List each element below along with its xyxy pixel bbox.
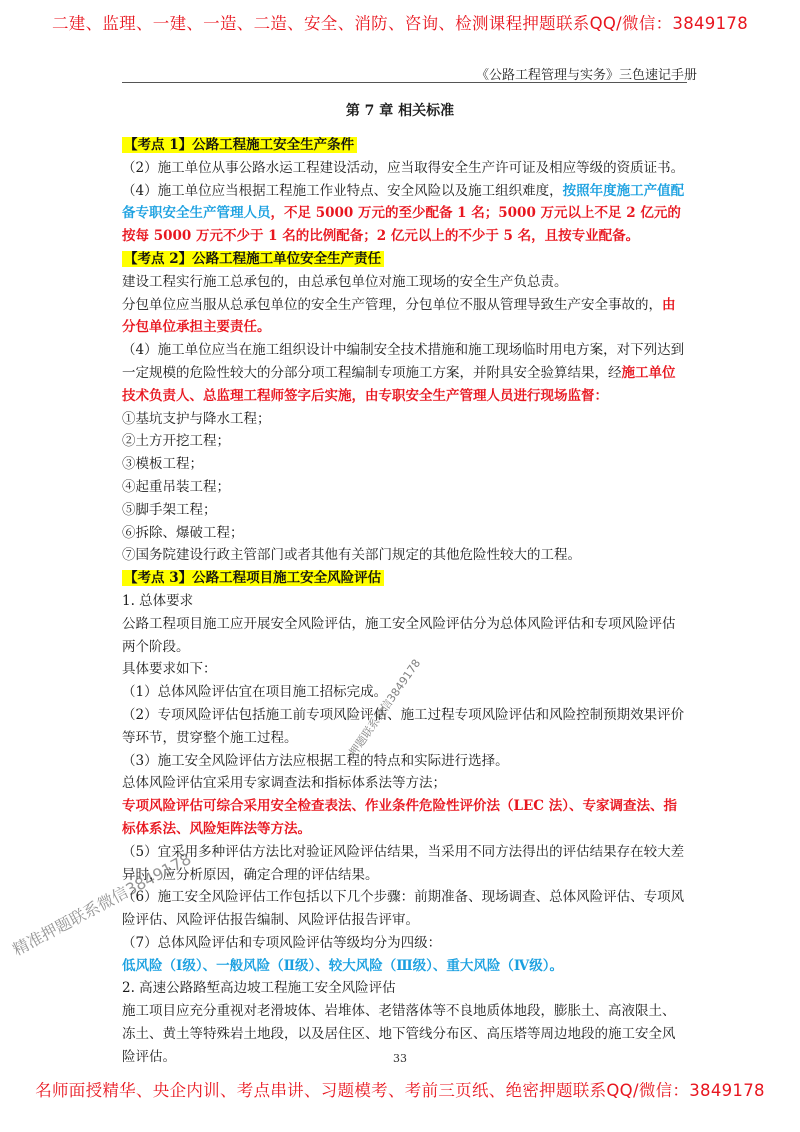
paragraph: 专项风险评估可综合采用安全检查表法、作业条件危险性评价法（LEC 法）、专家调查法、指标体系法、风险矩阵法等方法。 [122, 798, 677, 837]
paragraph: 公路工程项目施工应开展安全风险评估，施工安全风险评估分为总体风险评估和专项风险评估两个阶段。 [122, 615, 676, 655]
list-item: ④起重吊装工程； [122, 478, 230, 495]
paragraph: （3）施工安全风险评估方法应根据工程的特点和实际进行选择。 [122, 752, 509, 769]
paragraph: （2）施工单位从事公路水运工程建设活动，应当取得安全生产许可证及相应等级的资质证书。 [122, 159, 685, 176]
paragraph: （2）专项风险评估包括施工前专项风险评估、施工过程专项风险评估和风险控制预期效果评价等环节，贯穿整个施工过程。 [122, 706, 685, 746]
paragraph: （1）总体风险评估宜在项目施工招标完成。 [122, 684, 388, 701]
paragraph: 总体风险评估宜采用专家调查法和指标体系法等方法； [122, 775, 446, 792]
list-item: ⑤脚手架工程； [122, 501, 217, 518]
sub-heading: 2. 高速公路路堑高边坡工程施工安全风险评估 [122, 980, 396, 997]
page-number: 33 [393, 1052, 407, 1065]
book-title-header: 《公路工程管理与实务》三色速记手册 [475, 68, 697, 83]
paragraph: （7）总体风险评估和专项风险评估等级均分为四级： [122, 934, 442, 951]
section-tag: 【考点 2】公路工程施工单位安全生产责任 [122, 251, 384, 267]
paragraph: （6）施工安全风险评估工作包括以下几个步骤：前期准备、现场调查、总体风险评估、专项风险评估、风险评估报告编制、风险评估报告评审。 [122, 889, 685, 929]
list-item: ③模板工程； [122, 456, 203, 473]
top-banner: 二建、监理、一建、一造、二造、安全、消防、咨询、检测课程押题联系QQ/微信：3849178 [51, 14, 749, 33]
section-2 [122, 248, 687, 271]
paragraph: （4）施工单位应当根据工程施工作业特点、安全风险以及施工组织难度，按照年度施工产值配备专职安全生产管理人员，不足 5000 万元的至少配备 1 名；5000 万元以上不足 2 亿元的按每 5000 万元不少于 1 名的比例配备；2 亿元以上的不少于 5 名，且按专业配备。 [122, 182, 685, 245]
paragraph: （4）施工单位应当在施工组织设计中编制安全技术措施和施工现场临时用电方案，对下列达到一定规模的危险性较大的分部分项工程编制专项施工方案，并附具安全验算结果，经施工单位技术负责人、总监理工程师签字后实施，由专职安全生产管理人员进行现场监督： [122, 342, 685, 404]
chapter-title: 第 7 章 相关标准 [345, 103, 455, 119]
sub-heading: 1. 总体要求 [122, 592, 194, 609]
list-item: ⑥拆除、爆破工程； [122, 524, 244, 541]
section-1 [122, 134, 687, 157]
page-content [122, 134, 687, 1069]
header-rule [122, 82, 687, 83]
list-item: ⑦国务院建设行政主管部门或者其他有关部门规定的其他危险性较大的工程。 [122, 547, 581, 564]
paragraph: 分包单位应当服从总承包单位的安全生产管理，分包单位不服从管理导致生产安全事故的，由分包单位承担主要责任。 [122, 296, 676, 336]
section-tag: 【考点 3】公路工程项目施工安全风险评估 [122, 570, 384, 586]
paragraph: 低风险（Ⅰ级）、一般风险（Ⅱ级）、较大风险（Ⅲ级）、重大风险（Ⅳ级）。 [122, 957, 563, 974]
paragraph: 建设工程实行施工总承包的，由总承包单位对施工现场的安全生产负总责。 [122, 273, 568, 290]
watermark: 精准押题联系微信3849178 [9, 849, 195, 960]
section-tag: 【考点 1】公路工程施工安全生产条件 [122, 137, 357, 153]
paragraph: 具体要求如下： [122, 661, 217, 678]
bottom-banner: 名师面授精华、央企内训、考点串讲、习题模考、考前三页纸、绝密押题联系QQ/微信：3849178 [35, 1081, 765, 1100]
paragraph: （5）宜采用多种评估方法比对验证风险评估结果，当采用不同方法得出的评估结果存在较大差异时，应分析原因，确定合理的评估结果。 [122, 843, 685, 883]
list-item: ②土方开挖工程； [122, 433, 230, 450]
list-item: ①基坑支护与降水工程； [122, 410, 271, 427]
watermark: 押题联系微信3849178 [346, 656, 424, 759]
paragraph: 施工项目应充分重视对老滑坡体、岩堆体、老错落体等不良地质体地段，膨胀土、高液限土、冻土、黄土等特殊岩土地段，以及居住区、地下管线分布区、高压塔等周边地段的施工安全风险评估。 [122, 1003, 676, 1065]
section-3 [122, 567, 687, 590]
